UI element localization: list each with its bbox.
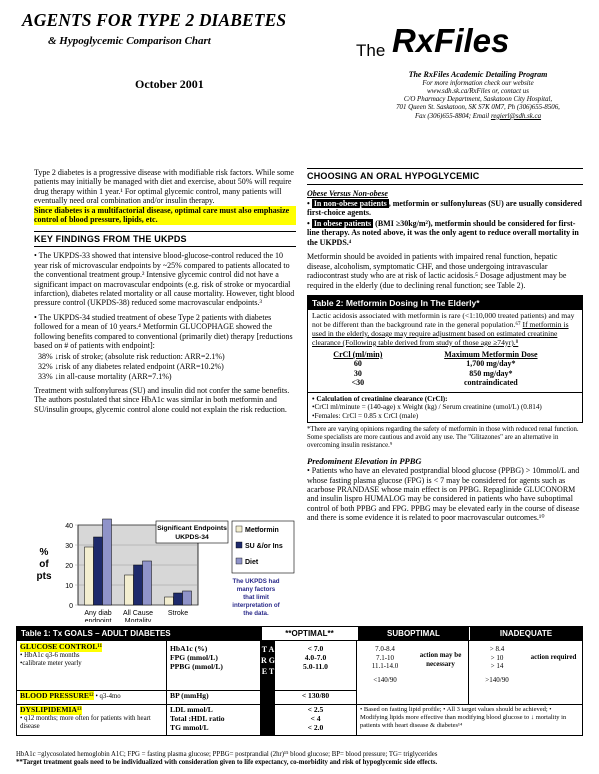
y-axis-label: % [39,547,49,558]
legend-swatch [236,558,242,564]
target-label: T A R G E T [261,641,275,735]
obese-subheading: Obese Versus Non-obese [307,188,388,198]
chart-note: The UKPDS had [232,578,280,585]
table-2-metformin-dosing [307,295,583,423]
bar [134,565,143,605]
crcl-calculation: • Calculation of creatinine clearance (CrCl): •CrCl ml/minute = (140-age) x Weight (kg) / Serum creatinine (umol/L) (0.814) •Females: CrCl = 0.85 x CrCl (male) [308,392,582,422]
x-tick-label: Stroke [167,610,189,617]
dyslipidemia-label: DYSLIPIDEMIA¹³ [20,705,82,715]
addr-line: For more information check our website [422,79,534,87]
table-row: <30 contraindicated [351,378,518,388]
y-tick-label: 30 [65,543,73,550]
sub-action-note: action may be necessary [413,641,469,704]
bar [174,593,183,605]
x-tick-label: Any diab [84,610,112,617]
addr-line: C/O Pharmacy Department, Saskatoon City Hospital, [403,96,553,104]
addr-line: www.sdh.sk.ca/RxFiles or, contact us [427,87,529,95]
legend-label: Diet [245,559,259,566]
section-heading-findings: KEY FINDINGS FROM THE UKPDS [34,231,296,248]
legend-label: Metformin [245,527,279,534]
chart-title: Significant Endpoints [157,525,227,532]
y-tick-label: 20 [65,563,73,570]
y-axis-label: of [39,559,49,570]
addr-line: 701 Queen St. Saskatoon, SK S7K 0M7, Ph (306)655-8506, [396,104,560,112]
sub-inad-values: 7.0-8.4 7.1-10 11.1-14.0 <140/90 action may be necessary > 8.4 > 10 > 14 >140/90 action required • Based on fasting lipid profile; • All 3 target values should be achieved; • Modifying lipids more effective than modifying blood glucose to ↓ mortality in patients with heart disease & diabetes¹⁴ [357,641,582,735]
findings-conclusion: Treatment with sulfonylureas (SU) and insulin did not confer the same benefits. The authors postulated that since HbA1c was similar in both metformin and SU/insulin groups, glycemic control alone could not explain the risk reduction. [34,385,290,414]
contact-block [368,70,588,121]
obese-bullet: • In obese patients (BMI ≥30kg/m²), metformin should be considered for first-line therapy. As noted above, it was the only agent to reduce overall mortality in the UKPDS.⁴ [307,218,579,247]
risk-item: 38% ↓risk of stroke; (absolute risk reduction: ARR=2.1%) [38,351,225,361]
bar-chart [34,517,296,622]
table-2-note: *There are varying opinions regarding the safety of metformin in those with reduced renal function. Some specialists are more cautious and avoid any use. The "Glitazones" are an alternative in overcoming insulin resistance.⁹ [307,426,579,450]
chart-note: interpretation of [232,602,280,609]
ppbg-heading: Predominent Elevation in PPBG [307,456,422,467]
ppbg-text: • Patients who have an elevated postprandial blood glucose (PPBG) > 10mmol/L and whose fasting plasma glucose (FPG) is < 7 may be considered for agents such as acarbose PRANDASE whose main effect is on PPBG. Repaglinide GLUCONORM and insulin lispro HUMALOG may be considered in patients who have suboptimal control of both PPBG and FPG. PPBG may be elevated early in the course of disease and there is some evidence it is related to poor macrovascular outcomes.¹⁰ [307,466,580,523]
lipid-note: • Based on fasting lipid profile; • All 3 target values should be achieved; • Modifying lipids more effective than modifying blood glucose to ↓ mortality in patients with heart disease & diabetes¹⁴ [360,706,567,729]
legend-swatch [236,542,242,548]
blood-pressure-label: BLOOD PRESSURE¹² [20,691,94,701]
intro-paragraph: Type 2 diabetes is a progressive disease with modifiable risk factors. While some patients may initially be managed with diet and exercise, about 50% will require drug therapy within 1 year.¹ For optimal glycemic control, many patients will eventually need oral combination and/or insulin therapy. [34,168,294,206]
table-1-goals [16,626,583,736]
nonobese-bullet: • In non-obese patients , metformin or sulfonylureas (SU) are usually considered first-choice agents. [307,199,582,218]
risk-item: 33% ↓in all-cause mortality (ARR=7.1%) [38,372,172,382]
bar [143,561,152,605]
program-name: The RxFiles Academic Detailing Program [408,70,548,79]
chart-note: that limit [243,594,269,601]
dose-table: CrCl (ml/min) Maximum Metformin Dose 60 1,700 mg/day* 30 850 mg/day* <30 contraindicated [312,350,578,388]
left-column [34,168,296,419]
section-heading-choosing: CHOOSING AN ORAL HYPOGLYCEMIC [307,168,583,185]
email-link[interactable]: regierl@sdh.sk.ca [490,112,542,120]
legend-label: SU &/or Ins [245,543,283,550]
footer [16,751,583,767]
table-2-title: Table 2: Metformin Dosing In The Elderly* [308,296,582,310]
bar [85,547,94,605]
bar [165,597,174,605]
goal-categories: GLUCOSE CONTROL¹¹ • HbA1c q3-6 months •calibrate meter yearly BLOOD PRESSURE¹² • q3-4mo DYSLIPIDEMIA¹³ • q12 months; more often for patients with heart disease [17,641,167,735]
y-tick-label: 40 [65,523,73,530]
table-row: 30 850 mg/day* [353,368,513,378]
goals-header: Table 1: Tx GOALS – ADULT DIABETES **OPTIMAL** SUBOPTIMAL INADEQUATE [17,627,582,641]
y-tick-label: 10 [65,583,73,590]
metformin-caution: Metformin should be avoided in patients with impaired renal function, hepatic disease, alcoholism, symptomatic CHF, and those undergoing intravascular radiocontrast study who are at risk of lactic acidosis.⁵ Dosage adjustment may be required in the elderly (due to declining renal function; see Table 2). [307,252,567,290]
chart-title: UKPDS-34 [175,534,209,541]
inad-action-note: action required [530,653,577,662]
glucose-control-label: GLUCOSE CONTROL¹¹ [20,642,102,652]
table-row: 60 1,700 mg/day* [353,359,516,369]
document-date: October 2001 [135,77,204,91]
risk-item: 32% ↓risk of any diabetes related endpoint (ARR=10.2%) [38,362,224,372]
intro-highlight: Since diabetes is a multifactorial disease, optimal care must also emphasize control of blood pressure, lipids, etc. [34,206,296,225]
y-axis-label: pts [36,571,52,582]
chart-note: the data. [243,610,269,617]
chart-note: many factors [236,586,276,593]
target-footnote: **Target treatment goals need to be individualized with consideration given to life expectancy, co-morbidity and risk of hypoglycemic side effects. [16,759,438,767]
document-subtitle: & Hypoglycemic Comparison Chart [48,35,211,47]
goals-body [17,641,582,735]
y-tick-label: 0 [69,603,73,610]
bar [125,575,134,605]
x-tick-label: All Cause [123,610,153,617]
bar [94,537,103,605]
logo-the: The [356,41,386,60]
legend-swatch [236,526,242,532]
ukpds-chart [34,517,296,635]
rxfiles-logo: RxFiles [392,22,510,59]
bar [103,519,112,605]
findings-ukpds34: • The UKPDS-34 studied treatment of obese Type 2 patients with diabetes followed for a mean of 10 years.⁴ Metformin GLUCOPHAGE showed the following benefits compared to conventional (primarily diet) therapy [reductions based on # of patients with endpoint]: [34,312,293,351]
addr-line: Fax (306)655-8804; Email regierl@sdh.sk.ca [414,112,542,120]
goal-parameters: HbA1c (%) FPG (mmol/L) PPBG (mmol/L) BP (mmHg) LDL mmol/L Total :HDL ratio TG mmol/L [167,641,261,735]
optimal-values: < 7.0 4.0-7.0 5.0-11.0 < 130/80 < 2.5 < 4 < 2.0 [275,641,357,735]
risk-list [34,352,296,382]
table-2-body: Lactic acidosis associated with metformin is rare (<1:10,000 treated patients) and may not be different than the background rate in the general population.⁶⁷ If metformin is used in the elderly, dosage may require adjustment based on estimated creatinine clearance (Following table derived from study of those age ≥74yr).⁸ CrCl (ml/min) Maximum Metformin Dose 60 1,700 mg/day* 30 850 mg/day* <30 contraindicated [308,310,582,392]
bar [183,591,192,605]
right-column [307,168,583,528]
abbreviations: HbA1c =glycosolated hemoglobin A1C; FPG = fasting plasma glucose; PPBG= postprandial (2hr)¹⁵ blood glucose; BP= blood pressure; TG= triglycerides [16,751,438,758]
findings-ukpds33: • The UKPDS-33 showed that intensive blood-glucose-control reduced the 10 year risk of microvascular endpoints by ~25% compared to patients allocated to the conventional treatment group.² Intensive glycemic control did not have a significant impact on macrovascular endpoints (e.g. risk of stroke or myocardial infarction), diabetes related mortality or all cause mortality. However, tight blood pressure control (UKPDS-38) reduced some macrovascular endpoints.³ [34,251,295,308]
document-title: AGENTS FOR TYPE 2 DIABETES [22,10,287,30]
x-tick-label: endpoint [84,618,112,622]
x-tick-label: Mortality [124,618,152,622]
